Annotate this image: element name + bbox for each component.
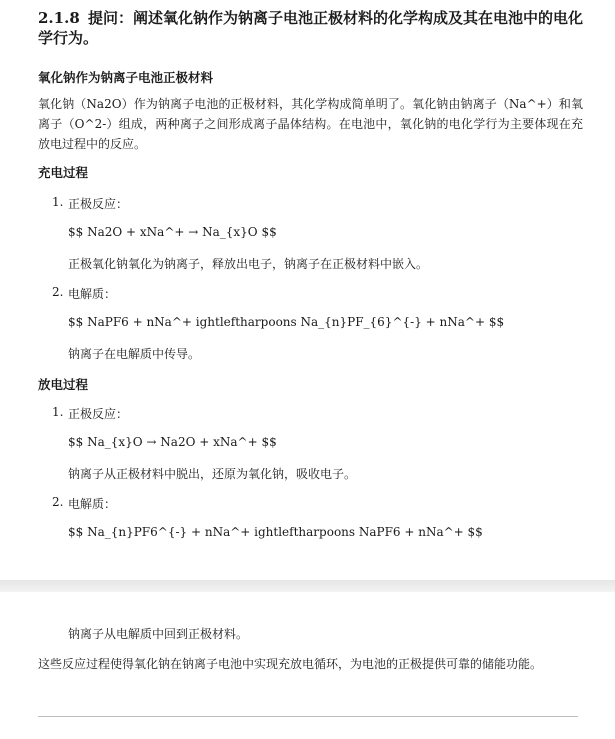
discharge-item-2-number: 2. <box>52 495 64 509</box>
section-heading <box>38 8 588 48</box>
discharge-item-1-number: 1. <box>52 405 64 419</box>
discharge-item-1-label: 正极反应： <box>68 407 129 421</box>
footnote-divider <box>38 716 578 717</box>
charge-item-2-number: 2. <box>52 285 64 299</box>
discharge-item-1-equation: $$ Na_{x}O → Na2O + xNa^+ $$ <box>68 435 277 449</box>
charge-item-2-equation: $$ NaPF6 + nNa^+ ightleftharpoons Na_{n}PF_{6}^{-} + nNa^+ $$ <box>68 315 505 329</box>
charge-item-1-number: 1. <box>52 195 64 209</box>
charge-title: 充电过程 <box>38 165 89 180</box>
charge-item-2-label: 电解质： <box>68 287 117 301</box>
section-number: 2.1.8 <box>38 9 80 27</box>
subheading: 氧化钠作为钠离子电池正极材料 <box>38 70 214 85</box>
discharge-item-1-note: 钠离子从正极材料中脱出，还原为氧化钠，吸收电子。 <box>68 467 357 481</box>
charge-item-1-label: 正极反应： <box>68 197 129 211</box>
charge-item-1-note: 正极氧化钠氧化为钠离子，释放出电子，钠离子在正极材料中嵌入。 <box>68 257 429 271</box>
discharge-item-2-equation: $$ Na_{n}PF6^{-} + nNa^+ ightleftharpoons NaPF6 + nNa^+ $$ <box>68 525 483 539</box>
discharge-item-2-label: 电解质： <box>68 497 117 511</box>
section-title: 提问：阐述氧化钠作为钠离子电池正极材料的化学构成及其在电池中的电化学行为。 <box>38 9 584 47</box>
intro-paragraph: 氧化钠（Na2O）作为钠离子电池的正极材料，其化学构成简单明了。氧化钠由钠离子（Na^+）和氧离子（O^2-）组成，两种离子之间形成离子晶体结构。在电池中，氧化钠的电化学行为主要体现在充放电过程中的反应。 <box>38 97 583 151</box>
charge-item-1-equation: $$ Na2O + xNa^+ → Na_{x}O $$ <box>68 225 277 239</box>
discharge-item-2-note: 钠离子从电解质中回到正极材料。 <box>68 627 249 641</box>
page-break <box>0 580 615 592</box>
charge-item-2-note: 钠离子在电解质中传导。 <box>68 347 201 361</box>
discharge-title: 放电过程 <box>38 377 89 392</box>
document-page-2 <box>0 592 615 739</box>
conclusion-paragraph: 这些反应过程使得氧化钠在钠离子电池中实现充放电循环，为电池的正极提供可靠的储能功能。 <box>38 657 543 671</box>
